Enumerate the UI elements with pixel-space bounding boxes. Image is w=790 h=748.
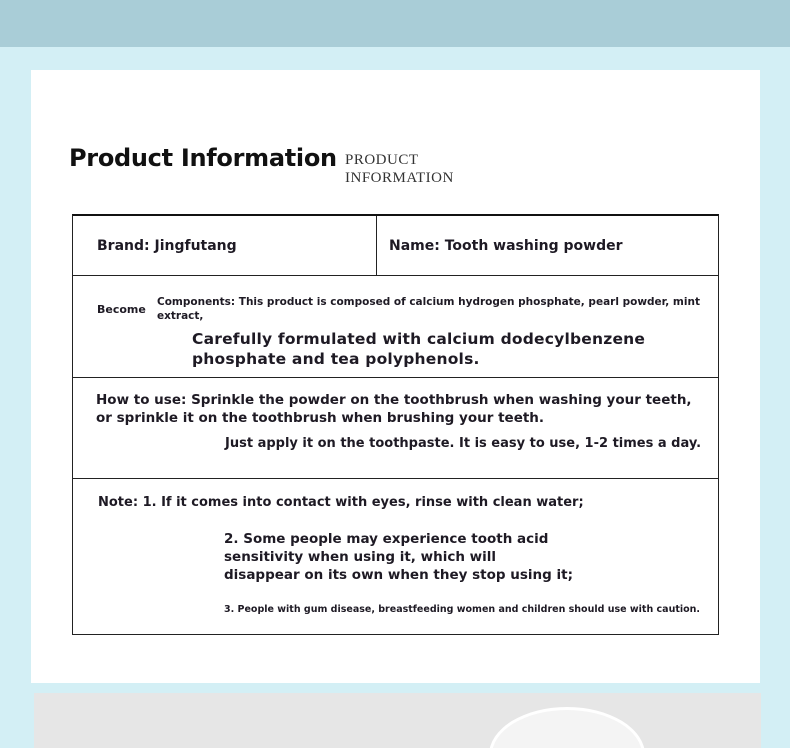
- note-1: Note: 1. If it comes into contact with eyes, rinse with clean water;: [98, 495, 584, 510]
- subtitle-line-1: PRODUCT: [345, 152, 419, 168]
- top-banner: [0, 0, 790, 47]
- apply-text: Just apply it on the toothpaste. It is easy to use, 1-2 times a day.: [225, 436, 702, 451]
- note-3: 3. People with gum disease, breastfeeding women and children should use with caution.: [224, 604, 701, 615]
- table-row-brand-name: [73, 216, 718, 276]
- components-text: Components: This product is composed of calcium hydrogen phosphate, pearl powder, mint extract,: [157, 296, 700, 322]
- note-2: 2. Some people may experience tooth acid sensitivity when using it, which will disappear on its own when they stop using it;: [224, 531, 573, 583]
- components-label: Become: [97, 303, 146, 316]
- info-card: [31, 70, 760, 683]
- formulation-text: Carefully formulated with calcium dodecylbenzene phosphate and tea polyphenols.: [192, 330, 646, 368]
- product-name-cell: Name: Tooth washing powder: [389, 238, 623, 254]
- table-row-usage: [73, 378, 718, 479]
- cell-divider: [376, 216, 377, 276]
- product-photo: [489, 707, 645, 748]
- how-to-use-text: How to use: Sprinkle the powder on the toothbrush when washing your teeth, or sprinkle it on the toothbrush when brushing your teeth.: [96, 392, 692, 426]
- table-row-components: [73, 276, 718, 378]
- table-row-notes: [73, 479, 718, 635]
- product-info-table: [72, 214, 719, 635]
- product-photo-strip: [34, 693, 761, 748]
- subtitle-line-2: INFORMATION: [345, 170, 454, 186]
- brand-cell: Brand: Jingfutang: [97, 238, 237, 254]
- page-subtitle: [345, 151, 454, 187]
- page-title: Product Information: [69, 144, 337, 172]
